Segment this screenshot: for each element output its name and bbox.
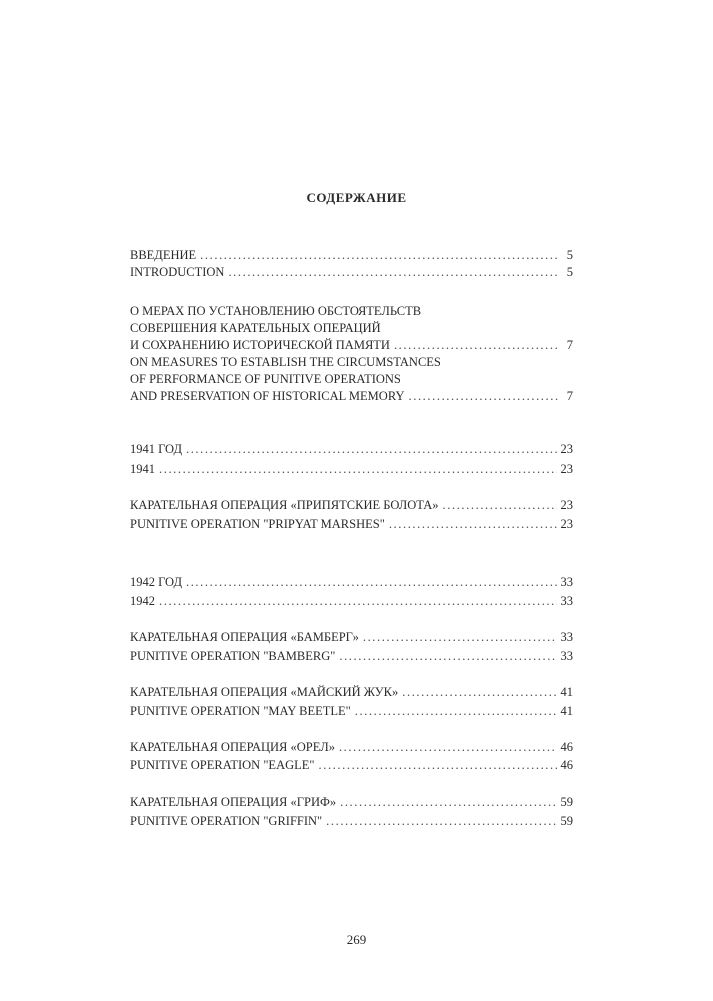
toc-entry-label: И СОХРАНЕНИЮ ИСТОРИЧЕСКОЙ ПАМЯТИ — [130, 338, 390, 352]
toc-entry — [130, 593, 573, 610]
toc-page-number: 23 — [560, 442, 573, 456]
toc-entry-label: КАРАТЕЛЬНАЯ ОПЕРАЦИЯ «ГРИФ» — [130, 795, 337, 809]
toc-page-number: 23 — [560, 517, 573, 531]
toc-page-number: 33 — [560, 630, 573, 644]
toc-page-number: 7 — [566, 338, 573, 352]
toc-entry — [130, 648, 573, 665]
toc-entry — [130, 264, 573, 281]
dot-leader — [326, 813, 556, 830]
toc-entry-label: PUNITIVE OPERATION "GRIFFIN" — [130, 814, 323, 828]
toc-entry-label: ON MEASURES TO ESTABLISH THE CIRCUMSTANCES — [130, 355, 441, 369]
toc-entry — [130, 813, 573, 830]
toc-page-number: 23 — [560, 462, 573, 476]
toc-page-number: 5 — [566, 265, 573, 279]
toc-entry — [130, 703, 573, 720]
toc-page-number: 33 — [560, 594, 573, 608]
toc-entry-label: 1941 ГОД — [130, 442, 182, 456]
dot-leader — [339, 739, 557, 756]
dot-leader — [409, 388, 560, 405]
toc-page-number: 59 — [560, 795, 573, 809]
dot-leader — [159, 461, 557, 478]
toc-page-number: 46 — [560, 758, 573, 772]
dot-leader — [200, 247, 559, 264]
dot-leader — [228, 264, 559, 281]
toc-entry-label: КАРАТЕЛЬНАЯ ОПЕРАЦИЯ «ОРЕЛ» — [130, 740, 335, 754]
toc-entry-label: INTRODUCTION — [130, 265, 225, 279]
dot-leader — [394, 337, 559, 354]
toc-entry-label: ВВЕДЕНИЕ — [130, 248, 197, 262]
toc-entry — [130, 739, 573, 756]
dot-leader — [443, 497, 557, 514]
toc-entry-label: КАРАТЕЛЬНАЯ ОПЕРАЦИЯ «БАМБЕРГ» — [130, 630, 359, 644]
toc-page-number: 33 — [560, 649, 573, 663]
dot-leader — [339, 648, 556, 665]
toc-entry — [130, 247, 573, 264]
toc-page-number: 23 — [560, 498, 573, 512]
toc-page-number: 46 — [560, 740, 573, 754]
toc-page-number: 7 — [566, 389, 573, 403]
toc-page-number: 33 — [560, 575, 573, 589]
toc-entry-label: PUNITIVE OPERATION "EAGLE" — [130, 758, 315, 772]
toc-entry-label: PUNITIVE OPERATION "BAMBERG" — [130, 649, 336, 663]
toc-entry-label: КАРАТЕЛЬНАЯ ОПЕРАЦИЯ «ПРИПЯТСКИЕ БОЛОТА» — [130, 498, 439, 512]
toc-entry — [130, 497, 573, 514]
toc-entry — [130, 441, 573, 458]
toc-entry-label: OF PERFORMANCE OF PUNITIVE OPERATIONS — [130, 372, 401, 386]
dot-leader — [389, 516, 557, 533]
toc-entry-label: 1942 ГОД — [130, 575, 182, 589]
dot-leader — [319, 757, 557, 774]
toc-title: СОДЕРЖАНИЕ — [306, 190, 407, 205]
toc-entry — [130, 794, 573, 811]
toc-page-number: 59 — [560, 814, 573, 828]
dot-leader — [186, 441, 557, 458]
toc-entry — [130, 516, 573, 533]
toc-entry-label: 1942 — [130, 594, 155, 608]
toc-page-number: 41 — [560, 704, 573, 718]
dot-leader — [402, 684, 556, 701]
toc-page-number: 5 — [566, 248, 573, 262]
toc-entry-label: AND PRESERVATION OF HISTORICAL MEMORY — [130, 389, 405, 403]
toc-entry-label: О МЕРАХ ПО УСТАНОВЛЕНИЮ ОБСТОЯТЕЛЬСТВ — [130, 304, 422, 318]
dot-leader — [355, 703, 557, 720]
toc-entry-label: КАРАТЕЛЬНАЯ ОПЕРАЦИЯ «МАЙСКИЙ ЖУК» — [130, 685, 399, 699]
toc-entry — [130, 303, 573, 354]
toc-page-number: 41 — [560, 685, 573, 699]
dot-leader — [363, 629, 557, 646]
toc-entry-label: PUNITIVE OPERATION "PRIPYAT MARSHES" — [130, 517, 385, 531]
dot-leader — [340, 794, 556, 811]
page-number: 269 — [346, 932, 367, 947]
dot-leader — [159, 593, 557, 610]
toc-entry — [130, 757, 573, 774]
toc-entry-label: СОВЕРШЕНИЯ КАРАТЕЛЬНЫХ ОПЕРАЦИЙ — [130, 321, 381, 335]
toc-entry-label: PUNITIVE OPERATION "MAY BEETLE" — [130, 704, 351, 718]
dot-leader — [186, 574, 557, 591]
toc-entry — [130, 354, 573, 405]
toc-entry — [130, 684, 573, 701]
toc-entry — [130, 629, 573, 646]
toc-entry-label: 1941 — [130, 462, 155, 476]
toc-entry — [130, 461, 573, 478]
toc-entry — [130, 574, 573, 591]
